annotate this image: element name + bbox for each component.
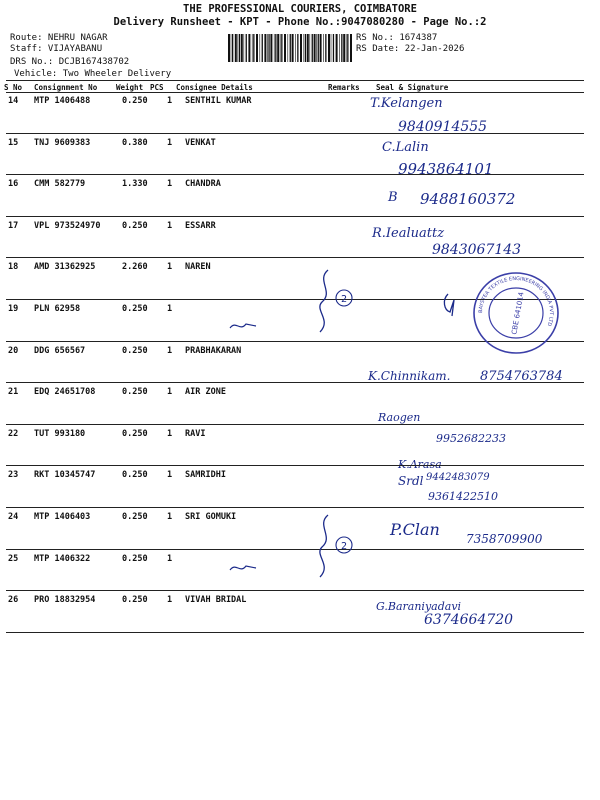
row-signature: Raogen	[378, 411, 421, 424]
barcode-bar	[260, 34, 261, 62]
col-sno: S No	[4, 83, 23, 92]
stamp-ring-text: BAYSTEA TEXTILE ENGINEERING INDIA PVT LTD	[477, 275, 555, 327]
drs-label: DRS No.: DCJB167438702	[10, 57, 130, 67]
barcode-bar	[336, 34, 338, 62]
row-pcs: 1	[167, 220, 173, 231]
row-consignment: MTP 1406403	[34, 512, 91, 522]
barcode-bar	[312, 34, 313, 62]
row-weight: 2.260	[122, 262, 148, 273]
rs-date: RS Date: 22-Jan-2026	[356, 44, 465, 54]
row-rule	[6, 382, 584, 383]
barcode-bar	[307, 34, 309, 62]
barcode-bar	[264, 34, 266, 62]
bracket-mark-b	[306, 513, 366, 583]
row-sno: 25	[8, 553, 19, 564]
row-rule	[6, 590, 584, 591]
row-consignment: DDG 656567	[34, 345, 86, 356]
row-sno: 26	[8, 595, 19, 606]
barcode-bar	[253, 34, 254, 62]
row-phone-handwritten: 9843067143	[432, 242, 522, 258]
barcode-bar	[270, 34, 272, 62]
row-consignee: NAREN	[185, 262, 211, 273]
row-signature: B	[388, 190, 398, 205]
header-top-rule	[6, 80, 584, 81]
row-phone-handwritten: 9442483079	[426, 472, 490, 483]
barcode-bar	[277, 34, 279, 62]
row-weight: 0.250	[122, 595, 148, 606]
row-consignee: PRABHAKARAN	[185, 345, 242, 356]
row-rule	[6, 549, 584, 550]
barcode-bar	[300, 34, 302, 62]
row-rule	[6, 465, 584, 466]
row-consignee: VIVAH BRIDAL	[185, 595, 247, 606]
row-consignee: SRI GOMUKI	[185, 512, 237, 522]
row-sno: 23	[8, 470, 19, 481]
row-consignment: AMD 31362925	[34, 262, 96, 273]
barcode-bar	[281, 34, 282, 62]
row-consignment: TNJ 9609383	[34, 137, 91, 148]
row-consignee: SENTHIL KUMAR	[185, 96, 252, 106]
barcode-bar	[318, 34, 319, 62]
row-consignee: RAVI	[185, 428, 206, 439]
row-phone-handwritten: 6374664720	[424, 612, 514, 628]
row-consignment: MTP 1406488	[34, 96, 91, 106]
barcode-bar	[248, 34, 250, 62]
staff-label: Staff: VIJAYABANU	[10, 44, 103, 54]
row-sno: 14	[8, 96, 19, 106]
barcode	[228, 34, 353, 62]
barcode-bar	[333, 34, 334, 62]
col-pcs: PCS	[150, 83, 164, 92]
tick-mark-19	[228, 318, 258, 334]
barcode-bar	[246, 34, 247, 62]
scribble-19	[440, 290, 466, 320]
row-weight: 0.250	[122, 96, 148, 106]
barcode-bar	[235, 34, 237, 62]
row-weight: 0.250	[122, 304, 148, 314]
document-subtitle: Delivery Runsheet - KPT - Phone No.:9047080280 - Page No.:2	[113, 16, 487, 28]
row-phone-handwritten: 9488160372	[420, 190, 516, 208]
row-sno: 20	[8, 345, 19, 356]
barcode-bar	[244, 34, 245, 62]
bracket-mark-a	[306, 268, 366, 338]
barcode-bar	[228, 34, 230, 62]
barcode-bar	[292, 34, 294, 62]
row-pcs: 1	[167, 428, 173, 439]
row-pcs: 1	[167, 470, 173, 481]
row-sno: 22	[8, 428, 19, 439]
barcode-bar	[297, 34, 298, 62]
row-rule	[6, 257, 584, 258]
barcode-bar	[314, 34, 316, 62]
row-weight: 0.250	[122, 387, 148, 398]
row-consignment: PLN 62958	[34, 304, 81, 314]
barcode-bar	[341, 34, 342, 62]
barcode-bar	[316, 34, 317, 62]
barcode-bar	[320, 34, 322, 62]
barcode-bar	[274, 34, 275, 62]
barcode-bar	[239, 34, 240, 62]
document-title: THE PROFESSIONAL COURIERS, COIMBATORE	[183, 3, 417, 15]
row-consignment: RKT 10345747	[34, 470, 96, 481]
row-pcs: 1	[167, 137, 173, 148]
company-stamp	[470, 270, 562, 356]
row-weight: 1.330	[122, 179, 148, 190]
row-rule	[6, 424, 584, 425]
rs-number: RS No.: 1674387	[356, 33, 438, 43]
row-sno: 17	[8, 220, 19, 231]
row-consignment: EDQ 24651708	[34, 387, 96, 398]
barcode-bar	[232, 34, 233, 62]
row-sno: 19	[8, 304, 19, 314]
barcode-bar	[252, 34, 253, 62]
row-rule	[6, 133, 584, 134]
route-label: Route: NEHRU NAGAR	[10, 33, 108, 43]
barcode-bar	[241, 34, 243, 62]
row-signature: Srdl	[398, 474, 424, 488]
barcode-bar	[323, 34, 324, 62]
row-consignee: ESSARR	[185, 220, 216, 231]
row-weight: 0.250	[122, 220, 148, 231]
row-sno: 24	[8, 512, 19, 522]
col-remarks: Remarks	[328, 83, 360, 92]
barcode-bar	[290, 34, 291, 62]
row-pcs: 1	[167, 304, 173, 314]
barcode-bar	[347, 34, 348, 62]
row-rule	[6, 632, 584, 633]
row-signature: K.Chinnikam.	[368, 369, 451, 383]
barcode-bar	[268, 34, 269, 62]
row-consignment: PRO 18832954	[34, 595, 96, 606]
barcode-bar	[325, 34, 326, 62]
row-weight: 0.250	[122, 345, 148, 356]
mark-a-text: 2	[341, 294, 348, 305]
row-weight: 0.250	[122, 470, 148, 481]
row-pcs: 1	[167, 512, 173, 522]
barcode-bar	[267, 34, 268, 62]
barcode-bar	[304, 34, 305, 62]
barcode-bar	[343, 34, 345, 62]
barcode-bar	[350, 34, 352, 62]
row-consignment: VPL 973524970	[34, 220, 101, 231]
barcode-bar	[295, 34, 296, 62]
row-phone-handwritten: 9952682233	[436, 432, 506, 445]
row-weight: 0.250	[122, 553, 148, 564]
row-weight: 0.380	[122, 137, 148, 148]
row-consignee: VENKAT	[185, 137, 216, 148]
vehicle-label: Vehicle: Two Wheeler Delivery	[14, 69, 172, 79]
barcode-bar	[262, 34, 263, 62]
barcode-bar	[275, 34, 276, 62]
col-weight: Weight	[116, 83, 144, 92]
row-signature: C.Lalin	[382, 140, 429, 155]
row-phone-handwritten: 9943864101	[398, 160, 494, 178]
barcode-bar	[339, 34, 340, 62]
row-phone-handwritten: 9361422510	[428, 490, 498, 503]
barcode-bar	[284, 34, 286, 62]
row-pcs: 1	[167, 553, 173, 564]
col-consignment: Consignment No	[34, 83, 98, 92]
row-sno: 15	[8, 137, 19, 148]
row-consignment: CMM 582779	[34, 179, 86, 190]
mark-b-text: 2	[341, 541, 348, 552]
row-pcs: 1	[167, 262, 173, 273]
tick-mark-25	[228, 560, 258, 576]
row-consignee: SAMRIDHI	[185, 470, 226, 481]
row-pcs: 1	[167, 345, 173, 356]
barcode-bar	[305, 34, 306, 62]
row-pcs: 1	[167, 387, 173, 398]
row-pcs: 1	[167, 595, 173, 606]
barcode-bar	[288, 34, 289, 62]
barcode-bar	[231, 34, 232, 62]
row-signature: P.Clan	[390, 520, 440, 539]
row-sno: 18	[8, 262, 19, 273]
row-weight: 0.250	[122, 512, 148, 522]
row-sno: 16	[8, 179, 19, 190]
barcode-bar	[238, 34, 239, 62]
barcode-bar	[256, 34, 258, 62]
row-signature: K.Arasa	[398, 458, 442, 471]
barcode-bar	[328, 34, 330, 62]
row-weight: 0.250	[122, 428, 148, 439]
col-consignee: Consignee Details	[176, 83, 253, 92]
row-signature: R.Iealuattz	[372, 226, 445, 241]
row-consignee: AIR ZONE	[185, 387, 226, 398]
row-phone-handwritten: 7358709900	[466, 532, 543, 546]
row-signature: G.Baraniyadavi	[376, 600, 462, 613]
stamp-center-text: CBE 641014	[510, 291, 526, 336]
row-consignment: MTP 1406322	[34, 553, 91, 564]
col-seal: Seal & Signature	[376, 83, 449, 92]
row-pcs: 1	[167, 179, 173, 190]
row-phone-handwritten: 9840914555	[398, 119, 488, 135]
row-signature: T.Kelangen	[370, 96, 443, 111]
barcode-bar	[310, 34, 311, 62]
row-phone-handwritten: 8754763784	[480, 369, 563, 384]
row-pcs: 1	[167, 96, 173, 106]
row-rule	[6, 216, 584, 217]
row-rule	[6, 174, 584, 175]
barcode-bar	[331, 34, 332, 62]
header-bottom-rule	[6, 92, 584, 93]
barcode-bar	[346, 34, 347, 62]
row-sno: 21	[8, 387, 19, 398]
barcode-bar	[280, 34, 281, 62]
row-consignee: CHANDRA	[185, 179, 221, 190]
row-rule	[6, 507, 584, 508]
row-consignment: TUT 993180	[34, 428, 86, 439]
